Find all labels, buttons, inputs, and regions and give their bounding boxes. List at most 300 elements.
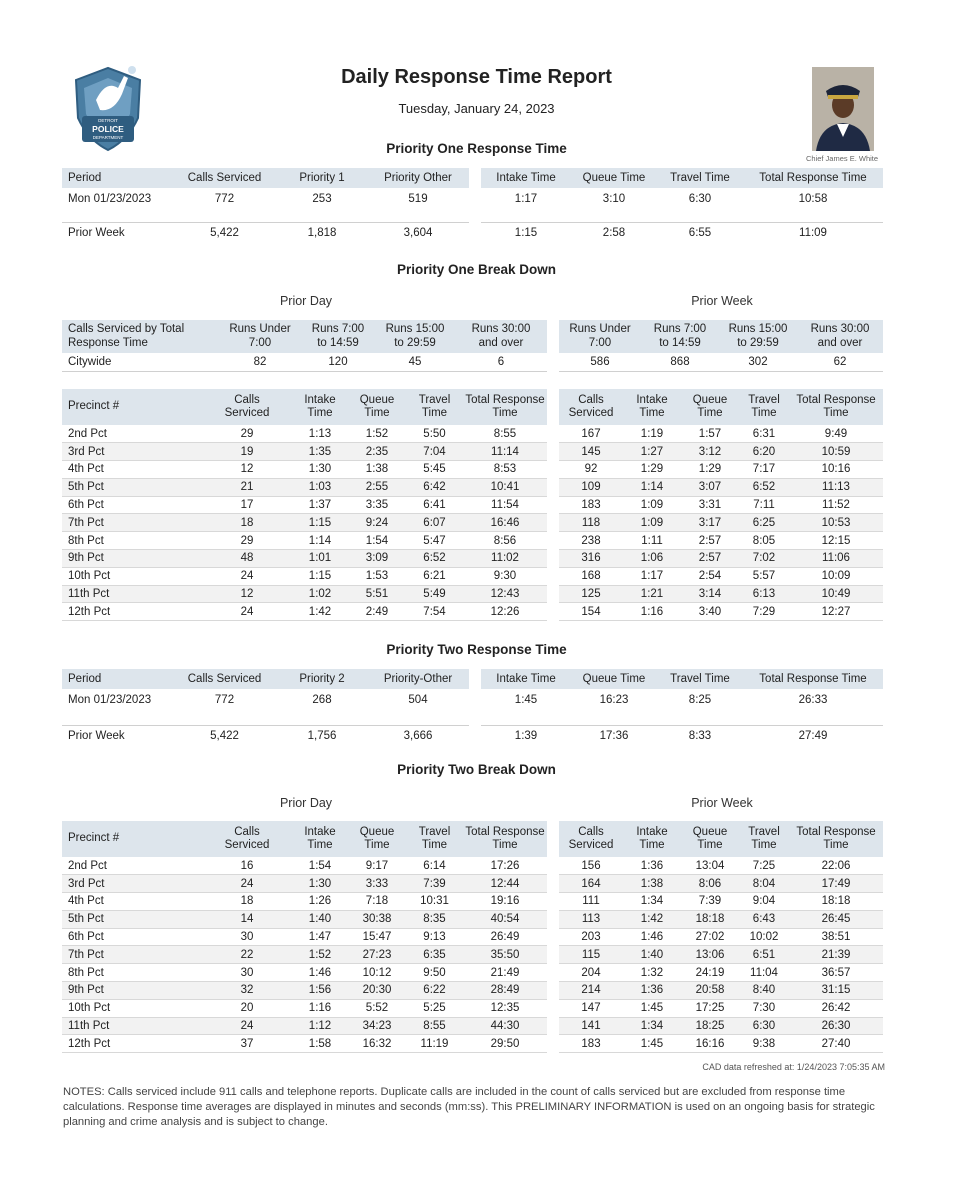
column-header: [406, 821, 463, 857]
table-row: [62, 875, 547, 893]
table-cell: 26:42: [821, 1002, 851, 1015]
table-cell: 109: [581, 481, 601, 494]
cell: 11:09: [799, 227, 827, 240]
table-cell: 156: [581, 859, 601, 872]
table-cell: 1:52: [365, 427, 389, 440]
table-cell: 10:16: [821, 463, 851, 476]
table-row: [62, 857, 547, 875]
column-header-line: Intake: [304, 825, 336, 838]
table-cell: 6:21: [423, 570, 446, 583]
col-queue-time: Queue Time: [582, 172, 646, 184]
table-cell: 141: [581, 1020, 601, 1033]
table-cell: 9:17: [365, 859, 389, 872]
table-row: [559, 496, 883, 514]
table-cell: 5:57: [752, 570, 776, 583]
column-header: [559, 821, 623, 857]
table-cell: 2:57: [698, 534, 722, 547]
precinct-name: 7th Pct: [68, 516, 104, 529]
table-cell: 1:58: [308, 1037, 332, 1050]
table-cell: 27:40: [821, 1037, 851, 1050]
cell: 8:25: [688, 694, 712, 706]
table-cell: 6:25: [752, 516, 776, 529]
table-cell: 1:30: [308, 463, 332, 476]
table-cell: 1:53: [365, 570, 389, 583]
cell: 8:33: [688, 730, 712, 743]
table-cell: 19:16: [490, 895, 520, 908]
column-header-line: Queue: [692, 825, 728, 838]
table-cell: 7:39: [423, 877, 446, 890]
col-period: Period: [68, 673, 102, 685]
table-cell: 6:51: [752, 948, 776, 961]
column-header: [739, 389, 789, 425]
table-cell: 1:29: [640, 463, 664, 476]
table-cell: 8:35: [423, 913, 446, 926]
table-cell: 3:12: [698, 445, 722, 458]
cell: 120: [328, 355, 348, 368]
table-cell: 6:20: [752, 445, 776, 458]
p1-prior-day-label: Prior Day: [279, 294, 333, 308]
precinct-name: 7th Pct: [68, 948, 104, 961]
table-cell: 2:49: [365, 605, 389, 618]
table-cell: 24:19: [695, 966, 725, 979]
runs-h3a: Runs 15:00: [385, 323, 445, 335]
table-cell: 1:14: [640, 481, 664, 494]
table-row: [559, 550, 883, 568]
cell: 5,422: [210, 730, 239, 743]
p1-response-left-table: [62, 168, 469, 244]
column-header: [62, 821, 202, 857]
p2-response-right-table: [481, 669, 883, 747]
table-row: [62, 893, 547, 911]
table-row: [62, 567, 547, 585]
runs-w-h1a: Runs Under: [569, 323, 631, 335]
runs-w-h2a: Runs 7:00: [653, 323, 707, 335]
col-travel-time: Travel Time: [670, 172, 730, 184]
column-header: [681, 389, 739, 425]
table-row: [559, 478, 883, 496]
column-header: [739, 821, 789, 857]
table-cell: 24: [240, 605, 254, 618]
table-cell: 11:19: [420, 1037, 449, 1050]
table-cell: 11:52: [822, 499, 850, 512]
table-cell: 7:04: [423, 445, 446, 458]
table-cell: 20:58: [695, 984, 725, 997]
table-cell: 164: [581, 877, 601, 890]
table-cell: 5:47: [423, 534, 446, 547]
table-cell: 10:09: [821, 570, 851, 583]
table-cell: 5:51: [365, 588, 389, 601]
table-cell: 1:13: [308, 427, 332, 440]
col-total-response-time: Total Response Time: [759, 172, 867, 184]
p1-response-right-table: [481, 168, 883, 244]
table-row: [62, 514, 547, 532]
p1-prior-week-label: Prior Week: [691, 294, 753, 308]
table-cell: 9:30: [493, 570, 517, 583]
table-cell: 8:06: [698, 877, 722, 890]
table-cell: 17: [240, 499, 254, 512]
table-cell: 12:27: [821, 605, 851, 618]
table-cell: 26:49: [490, 931, 520, 944]
table-cell: 29: [240, 427, 254, 440]
table-cell: 7:54: [423, 605, 446, 618]
table-cell: 2:57: [698, 552, 722, 565]
column-header: [623, 389, 681, 425]
precinct-name: 4th Pct: [68, 463, 104, 476]
table-cell: 6:41: [423, 499, 446, 512]
cell: 6: [497, 355, 505, 368]
table-cell: 24: [240, 877, 254, 890]
table-row: [62, 999, 547, 1017]
column-header: [463, 821, 547, 857]
logo-text-top: DETROIT: [98, 118, 118, 123]
precinct-name: 5th Pct: [68, 913, 104, 926]
table-cell: 10:59: [821, 445, 851, 458]
table-cell: 1:34: [640, 1020, 664, 1033]
column-header-line: Total Response: [796, 825, 876, 838]
table-cell: 3:40: [698, 605, 722, 618]
table-cell: 30:38: [362, 913, 392, 926]
runs-w-h3a: Runs 15:00: [728, 323, 788, 335]
table-row: [559, 461, 883, 479]
table-cell: 167: [581, 427, 601, 440]
precinct-name: 9th Pct: [68, 552, 104, 565]
column-header-line: Calls: [578, 393, 604, 406]
table-cell: 1:16: [308, 1002, 332, 1015]
table-cell: 1:03: [308, 481, 332, 494]
p2-breakdown-title: Priority Two Break Down: [397, 762, 556, 777]
p2-response-left-table: [62, 669, 469, 747]
table-cell: 168: [581, 570, 601, 583]
precinct-name: 6th Pct: [68, 931, 104, 944]
runs-label-1: Calls Serviced by Total: [68, 323, 185, 335]
cell: 6:30: [688, 193, 712, 205]
p2-precinct-week-table: [559, 821, 883, 1053]
cell: 1:45: [514, 694, 538, 706]
runs-prior-week-table: [559, 320, 883, 372]
cell: 6:55: [688, 227, 712, 240]
table-cell: 24: [240, 1020, 254, 1033]
runs-h4a: Runs 30:00: [471, 323, 531, 335]
table-cell: 10:49: [821, 588, 851, 601]
table-cell: 29:50: [490, 1037, 520, 1050]
table-cell: 113: [581, 913, 601, 926]
col-travel-time: Travel Time: [670, 673, 730, 685]
table-cell: 1:45: [640, 1002, 664, 1015]
column-header-line: Serviced: [224, 839, 270, 851]
table-cell: 145: [581, 445, 601, 458]
table-row: [62, 946, 547, 964]
table-cell: 6:31: [752, 427, 776, 440]
precinct-name: 3rd Pct: [68, 877, 105, 890]
table-row: [62, 982, 547, 1000]
table-row: [559, 982, 883, 1000]
table-cell: 9:04: [752, 895, 776, 908]
p2-prior-week-label: Prior Week: [691, 796, 753, 810]
table-cell: 6:22: [423, 984, 446, 997]
column-header-line: Time: [639, 839, 665, 851]
table-cell: 8:55: [423, 1020, 446, 1033]
table-cell: 24: [240, 570, 254, 583]
table-row: [559, 857, 883, 875]
cell: 268: [312, 694, 332, 706]
table-row: [559, 532, 883, 550]
table-cell: 6:43: [752, 913, 776, 926]
table-cell: 5:50: [423, 427, 446, 440]
report-date: Tuesday, January 24, 2023: [398, 101, 555, 116]
column-header-line: Travel: [748, 825, 780, 838]
column-header-line: Travel: [748, 393, 780, 406]
table-cell: 29: [240, 534, 254, 547]
cell: 868: [670, 355, 690, 368]
table-cell: 1:37: [308, 499, 332, 512]
table-cell: 118: [581, 516, 601, 529]
runs-w-h3b: to 29:59: [737, 336, 779, 349]
table-cell: 26:30: [821, 1020, 851, 1033]
table-cell: 8:05: [752, 534, 776, 547]
column-header-line: Total Response: [465, 393, 545, 406]
table-cell: 1:16: [640, 605, 664, 618]
column-header-line: Time: [421, 407, 448, 419]
table-cell: 9:13: [423, 931, 446, 944]
table-cell: 7:02: [752, 552, 776, 565]
precinct-name: 2nd Pct: [68, 859, 107, 872]
table-cell: 1:52: [308, 948, 332, 961]
col-priority-2: Priority 2: [299, 673, 345, 685]
cell: 1,756: [307, 730, 337, 743]
table-cell: 20: [240, 1002, 254, 1015]
table-row: [559, 567, 883, 585]
column-header-line: Time: [492, 407, 518, 419]
table-cell: 183: [581, 1037, 601, 1050]
table-row: [559, 999, 883, 1017]
table-cell: 6:42: [423, 481, 446, 494]
column-header: [681, 821, 739, 857]
column-header-line: Time: [364, 839, 390, 851]
precinct-name: 8th Pct: [68, 534, 104, 547]
table-cell: 11:04: [750, 966, 778, 979]
precinct-name: 12th Pct: [68, 1037, 111, 1050]
table-cell: 9:24: [365, 516, 389, 529]
table-cell: 183: [581, 499, 601, 512]
table-cell: 1:40: [640, 948, 664, 961]
table-cell: 21:49: [490, 966, 520, 979]
column-header-line: Precinct #: [68, 400, 120, 413]
column-header-line: Time: [823, 407, 849, 419]
table-cell: 11:02: [491, 552, 519, 565]
table-cell: 1:12: [308, 1020, 332, 1033]
table-cell: 9:50: [423, 966, 446, 979]
table-cell: 10:31: [420, 895, 449, 908]
table-cell: 10:12: [362, 966, 392, 979]
table-cell: 11:54: [491, 499, 519, 512]
runs-h3b: to 29:59: [394, 336, 436, 349]
column-header-line: Intake: [304, 393, 336, 406]
table-cell: 204: [581, 966, 601, 979]
precinct-name: 5th Pct: [68, 481, 104, 494]
column-header: [348, 821, 406, 857]
column-header-line: Calls: [578, 825, 604, 838]
column-header-line: Time: [823, 839, 849, 851]
column-header-line: Time: [697, 839, 723, 851]
cad-refresh-timestamp: CAD data refreshed at: 1/24/2023 7:05:35 AM: [702, 1062, 885, 1072]
table-cell: 12: [240, 463, 254, 476]
table-cell: 16:32: [362, 1037, 392, 1050]
table-cell: 13:06: [695, 948, 725, 961]
table-cell: 5:45: [423, 463, 446, 476]
column-header-line: Time: [307, 407, 333, 419]
table-row: [62, 964, 547, 982]
table-cell: 12:43: [490, 588, 520, 601]
row-period: Prior Week: [68, 227, 125, 240]
table-row: [62, 532, 547, 550]
table-cell: 6:35: [423, 948, 446, 961]
table-row: [559, 893, 883, 911]
col-period: Period: [68, 172, 102, 184]
cell: 1:15: [514, 227, 538, 240]
column-header: [789, 389, 883, 425]
runs-w-h2b: to 14:59: [659, 336, 701, 349]
column-header: [292, 821, 348, 857]
column-header: [202, 821, 292, 857]
table-cell: 9:49: [824, 427, 848, 440]
table-cell: 21:39: [821, 948, 851, 961]
cell: 1:17: [514, 193, 538, 205]
table-cell: 30: [240, 966, 254, 979]
column-header: [623, 821, 681, 857]
table-cell: 1:47: [308, 931, 332, 944]
table-cell: 1:46: [640, 931, 664, 944]
table-cell: 34:23: [362, 1020, 392, 1033]
table-cell: 11:06: [822, 552, 850, 565]
table-row: [62, 585, 547, 603]
table-cell: 3:07: [698, 481, 722, 494]
logo-text-police: POLICE: [92, 124, 124, 134]
table-cell: 1:40: [308, 913, 332, 926]
table-cell: 8:04: [752, 877, 776, 890]
column-header-line: Queue: [359, 825, 395, 838]
col-calls-serviced: Calls Serviced: [187, 673, 262, 685]
precinct-name: 10th Pct: [68, 570, 111, 583]
table-cell: 1:38: [640, 877, 664, 890]
column-header-line: Time: [751, 839, 777, 851]
table-cell: 1:21: [640, 588, 664, 601]
cell: 26:33: [798, 694, 828, 706]
cell: 253: [312, 193, 332, 205]
table-cell: 7:25: [752, 859, 776, 872]
table-cell: 32: [240, 984, 254, 997]
cell: 772: [214, 694, 235, 706]
table-cell: 1:35: [308, 445, 332, 458]
table-cell: 8:40: [752, 984, 776, 997]
chief-caption: Chief James E. White: [805, 154, 879, 163]
row-period: Mon 01/23/2023: [68, 694, 152, 706]
notes-text: NOTES: Calls serviced include 911 calls and telephone reports. Duplicate calls are included in the count of calls serviced but are excluded from response time calculations. Response time averages are displayed in minutes and seconds (mm:ss). This PRELIMINARY INFORMATION is used on an ongoing basis for strategic planning and crime analysis and is subject to change.: [63, 1086, 875, 1128]
table-cell: 12:26: [490, 605, 520, 618]
table-cell: 1:09: [640, 516, 664, 529]
table-cell: 38:51: [821, 931, 851, 944]
table-cell: 1:54: [365, 534, 389, 547]
table-cell: 44:30: [490, 1020, 520, 1033]
table-cell: 1:30: [308, 877, 332, 890]
table-cell: 36:57: [821, 966, 851, 979]
column-header: [62, 389, 202, 425]
table-cell: 2:54: [698, 570, 722, 583]
table-cell: 12:35: [490, 1002, 520, 1015]
precinct-name: 11th Pct: [68, 588, 110, 601]
table-cell: 10:41: [490, 481, 520, 494]
table-cell: 238: [581, 534, 601, 547]
table-cell: 19: [240, 445, 254, 458]
table-cell: 3:14: [698, 588, 722, 601]
table-cell: 3:35: [365, 499, 389, 512]
table-cell: 35:50: [490, 948, 520, 961]
table-cell: 5:49: [423, 588, 446, 601]
column-header: [406, 389, 463, 425]
table-cell: 7:30: [752, 1002, 776, 1015]
table-cell: 1:19: [640, 427, 664, 440]
column-header-line: Time: [751, 407, 777, 419]
chief-photo: [812, 67, 874, 151]
column-header-line: Time: [492, 839, 518, 851]
table-cell: 10:53: [821, 516, 851, 529]
logo-text-dept: DEPARTMENT: [92, 135, 124, 140]
table-cell: 1:27: [640, 445, 664, 458]
table-cell: 5:25: [423, 1002, 446, 1015]
table-cell: 16: [240, 859, 254, 872]
table-row: [62, 910, 547, 928]
table-cell: 48: [240, 552, 254, 565]
runs-h4b: and over: [478, 336, 524, 349]
table-cell: 18:18: [821, 895, 851, 908]
table-cell: 16:46: [490, 516, 520, 529]
table-cell: 16:16: [695, 1037, 725, 1050]
table-cell: 1:57: [698, 427, 722, 440]
table-cell: 1:56: [308, 984, 332, 997]
table-cell: 18: [240, 895, 254, 908]
row-period: Mon 01/23/2023: [68, 193, 152, 205]
table-cell: 7:17: [752, 463, 776, 476]
table-row: [559, 425, 883, 443]
column-header-line: Time: [364, 407, 390, 419]
runs-w-h4b: and over: [817, 336, 863, 349]
table-row: [559, 875, 883, 893]
table-cell: 316: [581, 552, 601, 565]
table-row: [62, 1035, 547, 1053]
p2-prior-day-label: Prior Day: [279, 796, 333, 810]
table-cell: 147: [581, 1002, 601, 1015]
table-cell: 14: [240, 913, 254, 926]
col-priority-other: Priority-Other: [383, 673, 453, 685]
table-cell: 6:52: [423, 552, 446, 565]
column-header-line: Serviced: [568, 407, 614, 419]
column-header-line: Time: [421, 839, 448, 851]
table-cell: 3:31: [698, 499, 722, 512]
table-cell: 37: [240, 1037, 254, 1050]
table-cell: 1:32: [640, 966, 664, 979]
table-cell: 1:02: [308, 588, 332, 601]
table-cell: 1:17: [640, 570, 664, 583]
table-cell: 2:55: [365, 481, 389, 494]
table-cell: 203: [581, 931, 601, 944]
column-header-line: Queue: [359, 393, 395, 406]
table-cell: 8:53: [493, 463, 517, 476]
table-cell: 1:36: [640, 984, 664, 997]
table-row: [559, 1017, 883, 1035]
table-cell: 26:45: [821, 913, 851, 926]
precinct-name: 12th Pct: [68, 605, 111, 618]
table-cell: 12: [240, 588, 254, 601]
table-cell: 21: [240, 481, 254, 494]
